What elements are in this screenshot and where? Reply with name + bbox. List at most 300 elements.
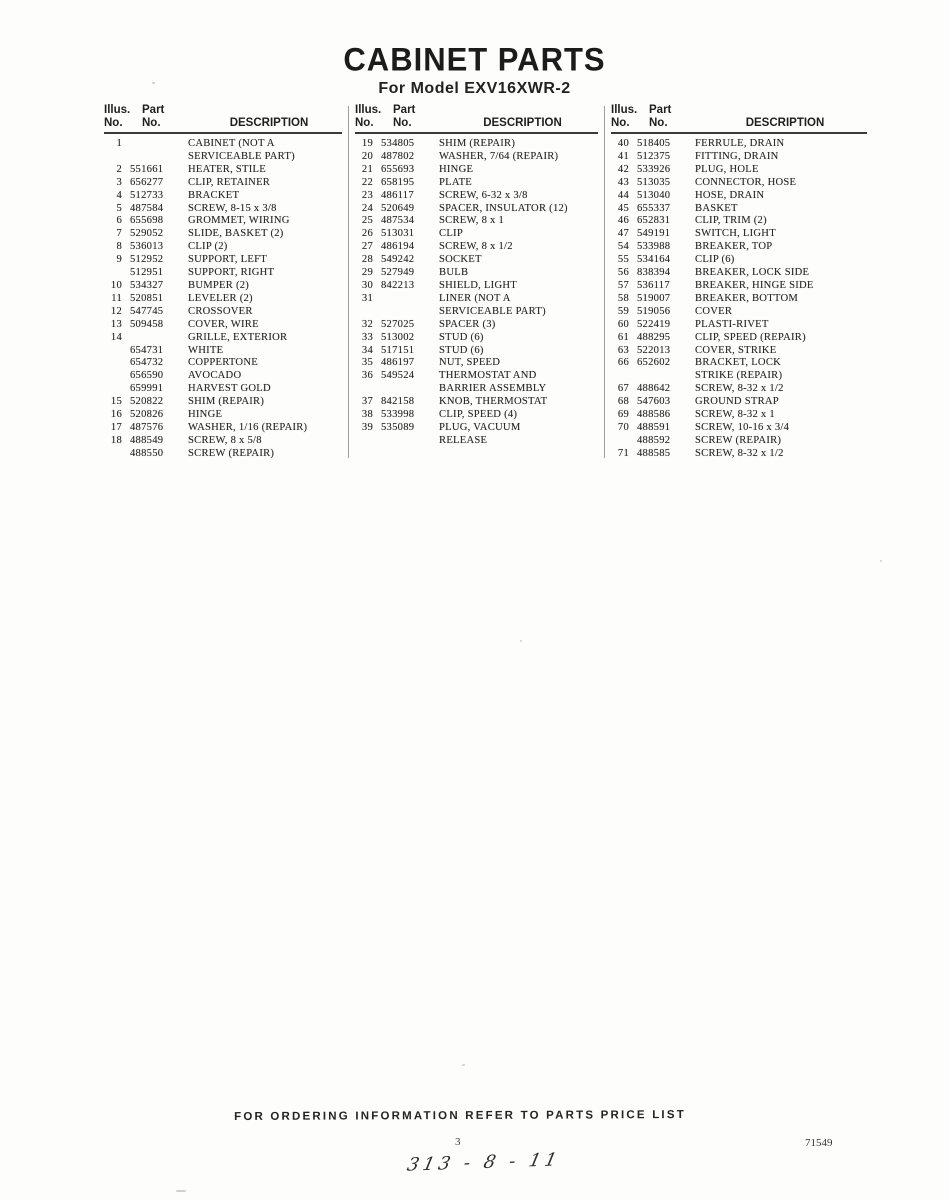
cell-no: 42 — [617, 163, 629, 175]
cell-no — [104, 448, 122, 461]
table-row — [104, 241, 342, 254]
column-header — [611, 104, 867, 134]
cell-no: 13 — [110, 318, 122, 330]
cell-desc: BRACKET — [188, 189, 240, 201]
cell-no: 4 — [116, 189, 122, 201]
cell-part: 512951 — [130, 267, 164, 279]
page-title: CABINET PARTS — [343, 40, 606, 79]
cell-part: 534805 — [381, 138, 415, 149]
table-row — [355, 254, 598, 267]
cell-no — [104, 370, 122, 383]
cell-no — [611, 435, 629, 448]
cell-part — [130, 151, 180, 164]
cell-no: 24 — [361, 202, 373, 214]
cell-desc: SHIM (REPAIR) — [439, 138, 516, 149]
cell-desc: COVER — [695, 305, 733, 317]
table-row — [611, 177, 867, 190]
cell-desc: CLIP (2) — [188, 241, 228, 253]
cell-desc: COVER, STRIKE — [695, 344, 777, 356]
cell-desc: HINGE — [188, 409, 223, 421]
document-number: 71549 — [805, 1137, 833, 1149]
column-header — [355, 104, 598, 134]
cell-no: 41 — [617, 150, 629, 162]
cell-part — [130, 332, 180, 345]
cell-desc: SCREW, 8-32 x 1/2 — [695, 383, 784, 395]
cell-no: 60 — [617, 318, 629, 330]
cell-part: 520822 — [130, 396, 164, 408]
cell-no — [355, 435, 373, 448]
cell-no: 11 — [111, 292, 122, 304]
column-divider — [348, 106, 349, 458]
cell-no: 68 — [617, 396, 629, 408]
cell-part: 487802 — [381, 150, 415, 162]
cell-part: 842213 — [381, 279, 415, 291]
cell-desc: SHIELD, LIGHT — [439, 279, 517, 291]
cell-part: 654732 — [130, 357, 164, 369]
cell-part — [381, 293, 431, 306]
table-row — [355, 190, 598, 203]
table-row — [355, 422, 598, 435]
table-row — [355, 357, 598, 370]
table-row — [611, 357, 867, 370]
cell-part: 659991 — [130, 383, 164, 395]
table-row — [104, 396, 342, 409]
cell-desc: BULB — [439, 267, 469, 279]
illus-header-label: Illus. — [104, 104, 131, 116]
cell-desc: SPACER (3) — [439, 318, 496, 330]
table-row — [104, 345, 342, 358]
cell-desc: PLUG, HOLE — [695, 163, 759, 175]
cell-desc: FERRULE, DRAIN — [695, 138, 785, 149]
table-row — [355, 280, 598, 293]
table-row — [104, 306, 342, 319]
cell-desc: SCREW, 8-32 x 1 — [695, 409, 775, 421]
cell-part — [637, 370, 687, 383]
description-header-label: DESCRIPTION — [745, 117, 825, 129]
column-rows — [611, 138, 867, 461]
cell-part: 487576 — [130, 421, 164, 433]
cell-part: 534164 — [637, 254, 671, 266]
cell-no: 23 — [361, 189, 373, 201]
cell-desc: HINGE — [439, 163, 474, 175]
cell-no — [104, 345, 122, 358]
cell-part: 655337 — [637, 202, 671, 214]
cell-no: 16 — [110, 409, 122, 421]
cell-desc: CABINET (NOT A — [188, 138, 275, 149]
table-row — [611, 332, 867, 345]
cell-no: 9 — [116, 254, 122, 266]
cell-desc: FITTING, DRAIN — [695, 150, 779, 162]
table-row — [104, 357, 342, 370]
cell-desc: CLIP, SPEED (4) — [439, 409, 518, 421]
cell-part: 534327 — [130, 279, 164, 291]
cell-no: 61 — [617, 331, 629, 343]
cell-part: 658195 — [381, 176, 415, 188]
cell-desc: NUT, SPEED — [439, 357, 501, 369]
parts-column-3 — [611, 104, 867, 461]
table-row — [104, 435, 342, 448]
cell-part: 549524 — [381, 370, 415, 382]
cell-part: 488642 — [637, 383, 671, 395]
cell-part: 518405 — [637, 138, 671, 149]
description-header-label: DESCRIPTION — [483, 117, 562, 129]
table-row — [355, 345, 598, 358]
handwritten-note: 313 - 8 - 11 — [405, 1149, 563, 1176]
column-rows — [104, 138, 342, 461]
cell-part: 547745 — [130, 305, 164, 317]
table-row — [355, 228, 598, 241]
cell-desc: SCREW (REPAIR) — [188, 447, 275, 459]
cell-no: 43 — [617, 176, 629, 188]
cell-desc: WASHER, 7/64 (REPAIR) — [439, 150, 559, 162]
cell-desc: KNOB, THERMOSTAT — [439, 396, 548, 408]
cell-no: 8 — [116, 241, 122, 253]
cell-no: 32 — [361, 318, 373, 330]
cell-no: 19 — [361, 138, 373, 149]
cell-desc: HOSE, DRAIN — [695, 189, 765, 201]
cell-no — [355, 383, 373, 396]
cell-no: 26 — [361, 228, 373, 240]
cell-part: 527025 — [381, 318, 415, 330]
cell-desc: SUPPORT, RIGHT — [188, 267, 275, 279]
table-row — [355, 306, 598, 319]
cell-desc: CLIP, SPEED (REPAIR) — [695, 331, 806, 343]
cell-desc: CLIP, RETAINER — [188, 176, 271, 188]
table-row — [611, 267, 867, 280]
cell-part: 655693 — [381, 163, 415, 175]
cell-no: 17 — [110, 421, 122, 433]
cell-part: 656277 — [130, 176, 164, 188]
cell-desc: GROUND STRAP — [695, 396, 779, 408]
cell-no: 35 — [361, 357, 373, 369]
cell-no: 15 — [110, 396, 122, 408]
cell-no: 10 — [110, 279, 122, 291]
cell-no: 2 — [116, 163, 122, 175]
cell-desc: CROSSOVER — [188, 305, 253, 317]
part-header-label: Part — [393, 104, 416, 116]
table-row — [104, 267, 342, 280]
cell-desc: WASHER, 1/16 (REPAIR) — [188, 421, 308, 433]
table-row — [611, 228, 867, 241]
part-no-label: No. — [142, 117, 161, 129]
table-row — [611, 448, 867, 461]
cell-desc: AVOCADO — [188, 370, 242, 382]
cell-desc: LINER (NOT A — [439, 292, 511, 304]
table-row — [611, 254, 867, 267]
cell-part: 527949 — [381, 267, 415, 279]
cell-desc: CLIP — [439, 228, 463, 240]
table-row — [104, 164, 342, 177]
table-row — [104, 177, 342, 190]
cell-desc: SUPPORT, LEFT — [188, 254, 267, 266]
cell-no: 34 — [361, 344, 373, 356]
cell-desc: SCREW (REPAIR) — [695, 434, 782, 446]
cell-part: 529052 — [130, 228, 164, 240]
cell-desc: GRILLE, EXTERIOR — [188, 331, 288, 343]
cell-desc: SLIDE, BASKET (2) — [188, 228, 284, 240]
cell-part: 513002 — [381, 331, 415, 343]
cell-desc: PLATE — [439, 176, 473, 188]
cell-part: 549191 — [637, 228, 671, 240]
cell-part: 547603 — [637, 396, 671, 408]
table-row — [104, 332, 342, 345]
table-row — [611, 190, 867, 203]
cell-part: 842158 — [381, 396, 415, 408]
cell-part: 487584 — [130, 202, 164, 214]
cell-no — [611, 370, 629, 383]
cell-desc: THERMOSTAT AND — [439, 370, 537, 382]
cell-no: 31 — [361, 292, 373, 304]
cell-part — [381, 383, 431, 396]
table-row — [104, 280, 342, 293]
cell-no: 39 — [361, 421, 373, 433]
cell-no — [104, 151, 122, 164]
table-row — [104, 138, 342, 151]
parts-column-2 — [355, 104, 598, 448]
cell-part: 652831 — [637, 215, 671, 227]
cell-part: 513035 — [637, 176, 671, 188]
cell-part: 513031 — [381, 228, 415, 240]
cell-no — [104, 383, 122, 396]
cell-desc: BRACKET, LOCK — [695, 357, 782, 369]
cell-no: 37 — [361, 396, 373, 408]
table-row — [104, 190, 342, 203]
table-row — [355, 332, 598, 345]
cell-part: 513040 — [637, 189, 671, 201]
cell-part: 520826 — [130, 409, 164, 421]
table-row — [104, 448, 342, 461]
cell-no: 67 — [617, 383, 629, 395]
illus-header-label: Illus. — [611, 104, 638, 116]
cell-part: 512733 — [130, 189, 164, 201]
cell-desc: SCREW, 8-32 x 1/2 — [695, 447, 784, 459]
parts-table — [104, 104, 870, 461]
part-no-label: No. — [649, 117, 668, 129]
cell-part: 486117 — [381, 189, 414, 201]
cell-no: 33 — [361, 331, 373, 343]
table-row — [355, 241, 598, 254]
table-row — [611, 138, 867, 151]
cell-no: 63 — [617, 344, 629, 356]
table-row — [104, 319, 342, 332]
cell-desc: RELEASE — [439, 434, 488, 446]
table-row — [611, 422, 867, 435]
model-subtitle: For Model EXV16XWR-2 — [378, 80, 571, 97]
cell-part: 512375 — [637, 150, 671, 162]
table-row — [355, 409, 598, 422]
cell-desc: SCREW, 8-15 x 3/8 — [188, 202, 277, 214]
table-row — [355, 203, 598, 216]
table-row — [104, 422, 342, 435]
cell-no: 3 — [116, 176, 122, 188]
cell-part: 520649 — [381, 202, 415, 214]
cell-part: 549242 — [381, 254, 415, 266]
table-row — [355, 138, 598, 151]
cell-desc: BASKET — [695, 202, 738, 214]
cell-part: 487534 — [381, 215, 415, 227]
cell-part — [130, 138, 180, 151]
parts-column-1 — [104, 104, 342, 461]
table-row — [611, 409, 867, 422]
cell-part: 488549 — [130, 434, 164, 446]
illus-header-label: Illus. — [355, 104, 382, 116]
cell-desc: SCREW, 6-32 x 3/8 — [439, 189, 528, 201]
cell-no: 55 — [617, 254, 629, 266]
cell-no: 38 — [361, 409, 373, 421]
cell-no — [355, 306, 373, 319]
cell-part: 488592 — [637, 434, 671, 446]
cell-part: 488586 — [637, 409, 671, 421]
cell-part: 655698 — [130, 215, 164, 227]
cell-no: 21 — [361, 163, 373, 175]
cell-desc: CONNECTOR, HOSE — [695, 176, 797, 188]
table-row — [355, 370, 598, 383]
scan-speck — [880, 560, 882, 562]
table-row — [104, 203, 342, 216]
cell-desc: BREAKER, HINGE SIDE — [695, 279, 814, 291]
cell-no: 54 — [617, 241, 629, 253]
table-row — [611, 293, 867, 306]
cell-desc: SCREW, 8 x 1 — [439, 215, 505, 227]
cell-part: 536013 — [130, 241, 164, 253]
table-row — [104, 151, 342, 164]
cell-no — [104, 267, 122, 280]
part-header-label: Part — [649, 104, 672, 116]
table-row — [104, 370, 342, 383]
table-row — [355, 151, 598, 164]
cell-desc: HARVEST GOLD — [188, 383, 271, 395]
cell-no: 57 — [617, 279, 629, 291]
cell-desc: BREAKER, LOCK SIDE — [695, 267, 810, 279]
cell-part: 652602 — [637, 357, 671, 369]
cell-no: 22 — [361, 176, 373, 188]
cell-desc: BARRIER ASSEMBLY — [439, 383, 547, 395]
table-row — [355, 319, 598, 332]
part-no-label: No. — [393, 117, 412, 129]
cell-desc: STUD (6) — [439, 331, 484, 343]
cell-part: 520851 — [130, 292, 164, 304]
table-row — [611, 383, 867, 396]
cell-no: 7 — [116, 228, 122, 240]
cell-no: 59 — [617, 305, 629, 317]
column-divider — [604, 106, 605, 458]
table-row — [104, 254, 342, 267]
cell-part: 533988 — [637, 241, 671, 253]
cell-desc: WHITE — [188, 344, 224, 356]
cell-part: 551661 — [130, 163, 164, 175]
column-rows — [355, 138, 598, 448]
cell-no: 29 — [361, 267, 373, 279]
cell-no: 18 — [110, 434, 122, 446]
cell-desc: BREAKER, TOP — [695, 241, 773, 253]
cell-part: 517151 — [381, 344, 415, 356]
table-row — [355, 293, 598, 306]
illus-no-label: No. — [355, 117, 374, 129]
cell-desc: PLASTI-RIVET — [695, 318, 769, 330]
ordering-info-note: FOR ORDERING INFORMATION REFER TO PARTS PRICE LIST — [234, 1109, 686, 1123]
table-row — [355, 396, 598, 409]
cell-desc: LEVELER (2) — [188, 292, 253, 304]
cell-part: 533998 — [381, 409, 415, 421]
cell-no: 44 — [617, 189, 629, 201]
table-row — [611, 345, 867, 358]
table-row — [355, 267, 598, 280]
cell-desc: SWITCH, LIGHT — [695, 228, 776, 240]
cell-part: 536117 — [637, 279, 670, 291]
table-row — [611, 164, 867, 177]
cell-no: 47 — [617, 228, 629, 240]
scan-speck — [176, 1190, 186, 1192]
part-header-label: Part — [142, 104, 165, 116]
cell-part: 533926 — [637, 163, 671, 175]
cell-no: 30 — [361, 279, 373, 291]
cell-no: 6 — [116, 215, 122, 227]
table-row — [104, 293, 342, 306]
table-row — [104, 383, 342, 396]
cell-no: 12 — [110, 305, 122, 317]
cell-no: 46 — [617, 215, 629, 227]
cell-part: 488295 — [637, 331, 671, 343]
cell-part: 656590 — [130, 370, 164, 382]
cell-no: 27 — [361, 241, 373, 253]
cell-part: 522013 — [637, 344, 671, 356]
cell-desc: GROMMET, WIRING — [188, 215, 290, 227]
table-row — [611, 435, 867, 448]
cell-desc: SPACER, INSULATOR (12) — [439, 202, 568, 214]
table-row — [611, 319, 867, 332]
cell-part — [381, 306, 431, 319]
table-row — [611, 151, 867, 164]
cell-part: 486197 — [381, 357, 415, 369]
cell-part: 535089 — [381, 421, 415, 433]
cell-part: 509458 — [130, 318, 164, 330]
table-row — [611, 306, 867, 319]
cell-desc: SCREW, 8 x 5/8 — [188, 434, 262, 446]
scan-speck — [152, 82, 155, 84]
cell-part: 522419 — [637, 318, 671, 330]
cell-no: 58 — [617, 292, 629, 304]
cell-part — [381, 435, 431, 448]
cell-no: 45 — [617, 202, 629, 214]
table-row — [104, 228, 342, 241]
table-row — [104, 215, 342, 228]
cell-no: 71 — [617, 447, 629, 459]
page-number: 3 — [455, 1136, 461, 1148]
table-row — [611, 370, 867, 383]
table-row — [355, 383, 598, 396]
illus-no-label: No. — [611, 117, 630, 129]
cell-no: 36 — [361, 370, 373, 382]
cell-part: 519007 — [637, 292, 671, 304]
cell-desc: HEATER, STILE — [188, 163, 266, 175]
cell-part: 488591 — [637, 421, 671, 433]
cell-no: 70 — [617, 421, 629, 433]
cell-no: 56 — [617, 267, 629, 279]
cell-part: 488550 — [130, 447, 164, 459]
cell-desc: PLUG, VACUUM — [439, 421, 521, 433]
cell-part: 519056 — [637, 305, 671, 317]
scan-speck — [462, 1064, 465, 1066]
cell-no: 5 — [116, 202, 122, 214]
cell-desc: CLIP (6) — [695, 254, 735, 266]
cell-desc: CLIP, TRIM (2) — [695, 215, 767, 227]
cell-part: 486194 — [381, 241, 415, 253]
cell-desc: BREAKER, BOTTOM — [695, 292, 799, 304]
cell-desc: BUMPER (2) — [188, 279, 250, 291]
table-row — [355, 177, 598, 190]
scan-speck — [520, 640, 522, 642]
table-row — [611, 215, 867, 228]
